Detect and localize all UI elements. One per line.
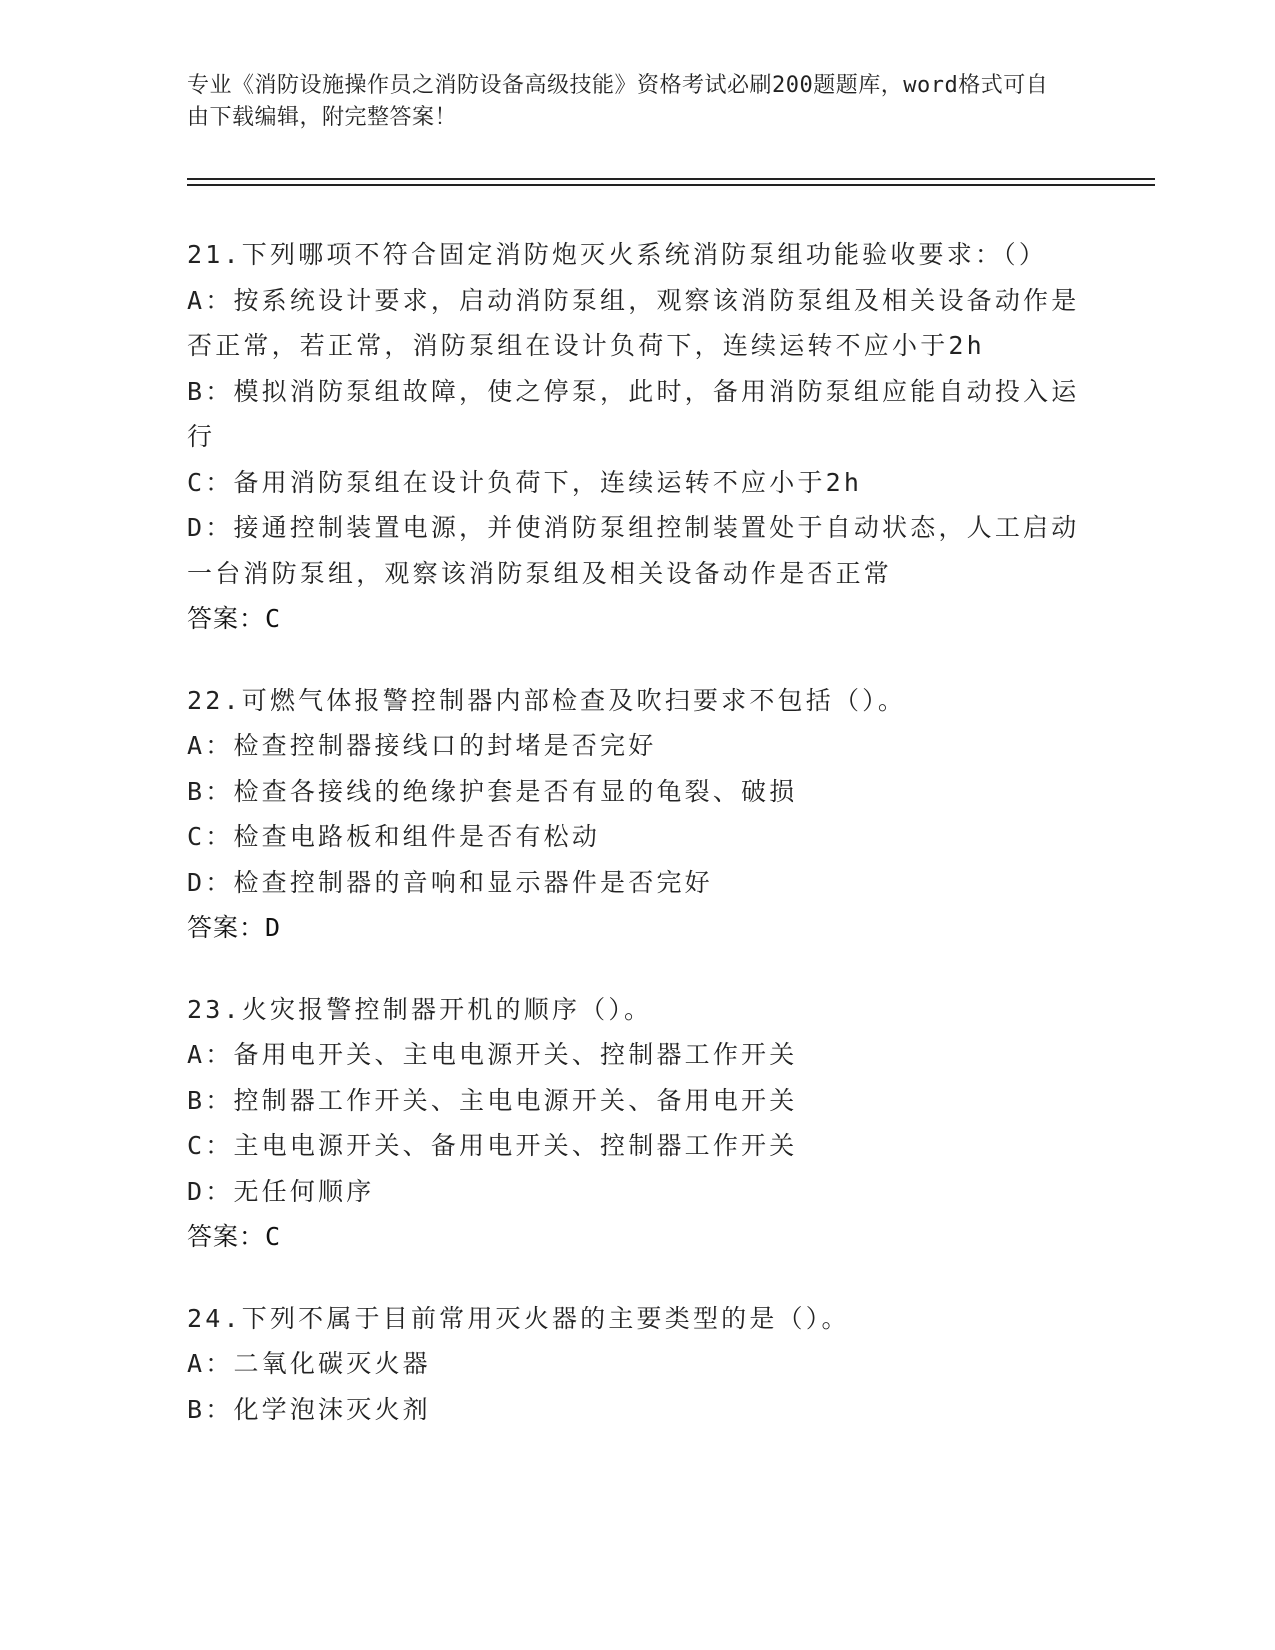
question-stem: 21.下列哪项不符合固定消防炮灭火系统消防泵组功能验收要求：（） bbox=[187, 240, 1048, 269]
question-24 bbox=[187, 1296, 1087, 1433]
question-list bbox=[187, 232, 1087, 1468]
option-b: B：模拟消防泵组故障，使之停泵，此时，备用消防泵组应能自动投入运行 bbox=[187, 376, 1080, 451]
option-d: D：检查控制器的音响和显示器件是否完好 bbox=[187, 867, 713, 897]
option-a: A：二氧化碳灭火器 bbox=[187, 1349, 431, 1378]
option-a: A：按系统设计要求，启动消防泵组，观察该消防泵组及相关设备动作是否正常，若正常，消防泵组在设计负荷下，连续运转不应小于2h bbox=[187, 285, 1080, 360]
question-stem: 23.火灾报警控制器开机的顺序（）。 bbox=[187, 994, 653, 1024]
answer-line bbox=[187, 905, 1087, 951]
option-b: B：控制器工作开关、主电电源开关、备用电开关 bbox=[187, 1085, 798, 1115]
answer-label: 答案： bbox=[187, 1222, 266, 1251]
answer-value: C bbox=[265, 604, 282, 633]
question-22 bbox=[187, 678, 1087, 951]
answer-line bbox=[187, 1214, 1087, 1260]
question-23 bbox=[187, 987, 1087, 1260]
option-a: A：备用电开关、主电电源开关、控制器工作开关 bbox=[187, 1040, 798, 1069]
document-header: 专业《消防设施操作员之消防设备高级技能》资格考试必刷200题题库，word格式可自由下载编辑，附完整答案！ bbox=[187, 73, 1049, 130]
question-21 bbox=[187, 232, 1087, 642]
header-divider-top bbox=[187, 178, 1155, 180]
answer-label: 答案： bbox=[187, 913, 266, 942]
answer-label: 答案： bbox=[187, 604, 266, 633]
question-stem: 22.可燃气体报警控制器内部检查及吹扫要求不包括（）。 bbox=[187, 685, 907, 715]
question-stem: 24.下列不属于目前常用灭火器的主要类型的是（）。 bbox=[187, 1303, 850, 1333]
option-b: B：检查各接线的绝缘护套是否有显的龟裂、破损 bbox=[187, 776, 798, 806]
option-b: B：化学泡沫灭火剂 bbox=[187, 1394, 431, 1424]
answer-line bbox=[187, 596, 1087, 642]
answer-value: D bbox=[265, 913, 282, 942]
option-a: A：检查控制器接线口的封堵是否完好 bbox=[187, 731, 657, 760]
option-c: C：检查电路板和组件是否有松动 bbox=[187, 822, 601, 851]
answer-value: C bbox=[265, 1222, 282, 1251]
option-d: D：接通控制装置电源，并使消防泵组控制装置处于自动状态，人工启动一台消防泵组，观察该消防泵组及相关设备动作是否正常 bbox=[187, 513, 1080, 588]
option-d: D：无任何顺序 bbox=[187, 1176, 375, 1206]
header-divider-bottom bbox=[187, 184, 1155, 186]
option-c: C：主电电源开关、备用电开关、控制器工作开关 bbox=[187, 1131, 798, 1160]
option-c: C：备用消防泵组在设计负荷下，连续运转不应小于2h bbox=[187, 467, 863, 497]
